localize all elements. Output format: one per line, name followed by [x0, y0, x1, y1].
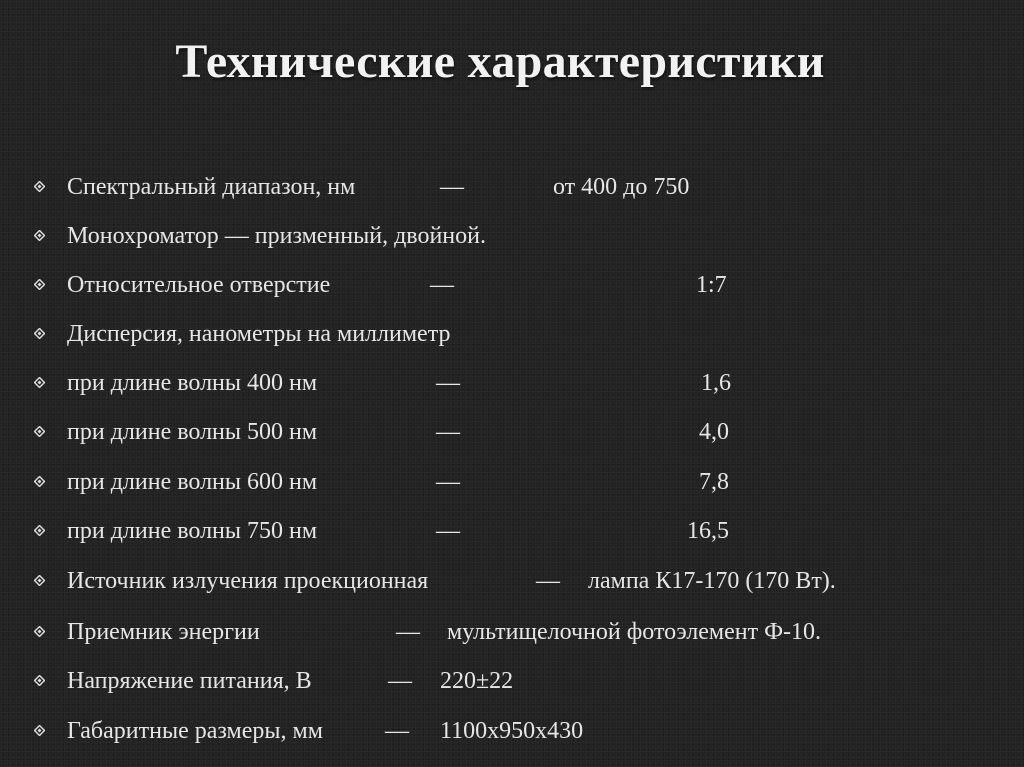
- spec-dash: —: [385, 718, 409, 744]
- diamond-bullet-icon: [34, 525, 45, 536]
- spec-dash: —: [440, 174, 464, 200]
- spec-value: 4,0: [699, 419, 729, 445]
- diamond-bullet-icon: [34, 626, 45, 637]
- list-item: [0, 714, 1024, 748]
- diamond-bullet-icon: [34, 725, 45, 736]
- list-item: [0, 366, 1024, 400]
- spec-label: при длине волны 500 нм: [67, 419, 318, 445]
- spec-dash: —: [436, 370, 460, 396]
- spec-label: Габаритные размеры, мм: [67, 718, 323, 744]
- spec-dash: —: [430, 272, 454, 298]
- spec-label: Дисперсия, нанометры на миллиметр: [67, 321, 451, 347]
- diamond-bullet-icon: [34, 575, 45, 586]
- spec-dash: —: [436, 469, 460, 495]
- spec-dash: —: [436, 419, 460, 445]
- list-item: [0, 514, 1024, 548]
- list-item: [0, 317, 1024, 351]
- spec-value: мультищелочной фотоэлемент Ф-10.: [447, 619, 822, 645]
- spec-value: от 400 до 750: [553, 174, 690, 200]
- diamond-bullet-icon: [34, 328, 45, 339]
- spec-dash: —: [396, 619, 420, 645]
- spec-label: Относительное отверстие: [67, 272, 331, 298]
- diamond-bullet-icon: [34, 279, 45, 290]
- spec-label: при длине волны 400 нм: [67, 370, 318, 396]
- spec-label: Приемник энергии: [67, 619, 260, 645]
- spec-label: Источник излучения проекционная: [67, 568, 429, 594]
- diamond-bullet-icon: [34, 181, 45, 192]
- spec-value: 220±22: [440, 668, 514, 694]
- list-item: [0, 170, 1024, 204]
- list-item: [0, 415, 1024, 449]
- list-item: [0, 564, 1024, 598]
- list-item: [0, 664, 1024, 698]
- spec-value: 1:7: [696, 272, 727, 298]
- list-item: [0, 465, 1024, 499]
- spec-label: Спектральный диапазон, нм: [67, 174, 356, 200]
- list-item: [0, 268, 1024, 302]
- diamond-bullet-icon: [34, 377, 45, 388]
- spec-value: 1,6: [701, 370, 731, 396]
- list-item: [0, 615, 1024, 649]
- slide-title: Технические характеристики: [175, 35, 825, 88]
- spec-label: при длине волны 750 нм: [67, 518, 318, 544]
- list-item: [0, 219, 1024, 253]
- spec-label: при длине волны 600 нм: [67, 469, 318, 495]
- diamond-bullet-icon: [34, 675, 45, 686]
- spec-value: лампа К17-170 (170 Вт).: [588, 568, 836, 594]
- spec-dash: —: [436, 518, 460, 544]
- spec-value: 16,5: [687, 518, 729, 544]
- spec-value: 7,8: [699, 469, 729, 495]
- diamond-bullet-icon: [34, 230, 45, 241]
- spec-dash: —: [388, 668, 412, 694]
- spec-dash: —: [536, 568, 560, 594]
- spec-label: Напряжение питания, В: [67, 668, 312, 694]
- diamond-bullet-icon: [34, 426, 45, 437]
- spec-label: Монохроматор — призменный, двойной.: [67, 223, 486, 249]
- spec-value: 1100х950х430: [440, 718, 584, 744]
- diamond-bullet-icon: [34, 476, 45, 487]
